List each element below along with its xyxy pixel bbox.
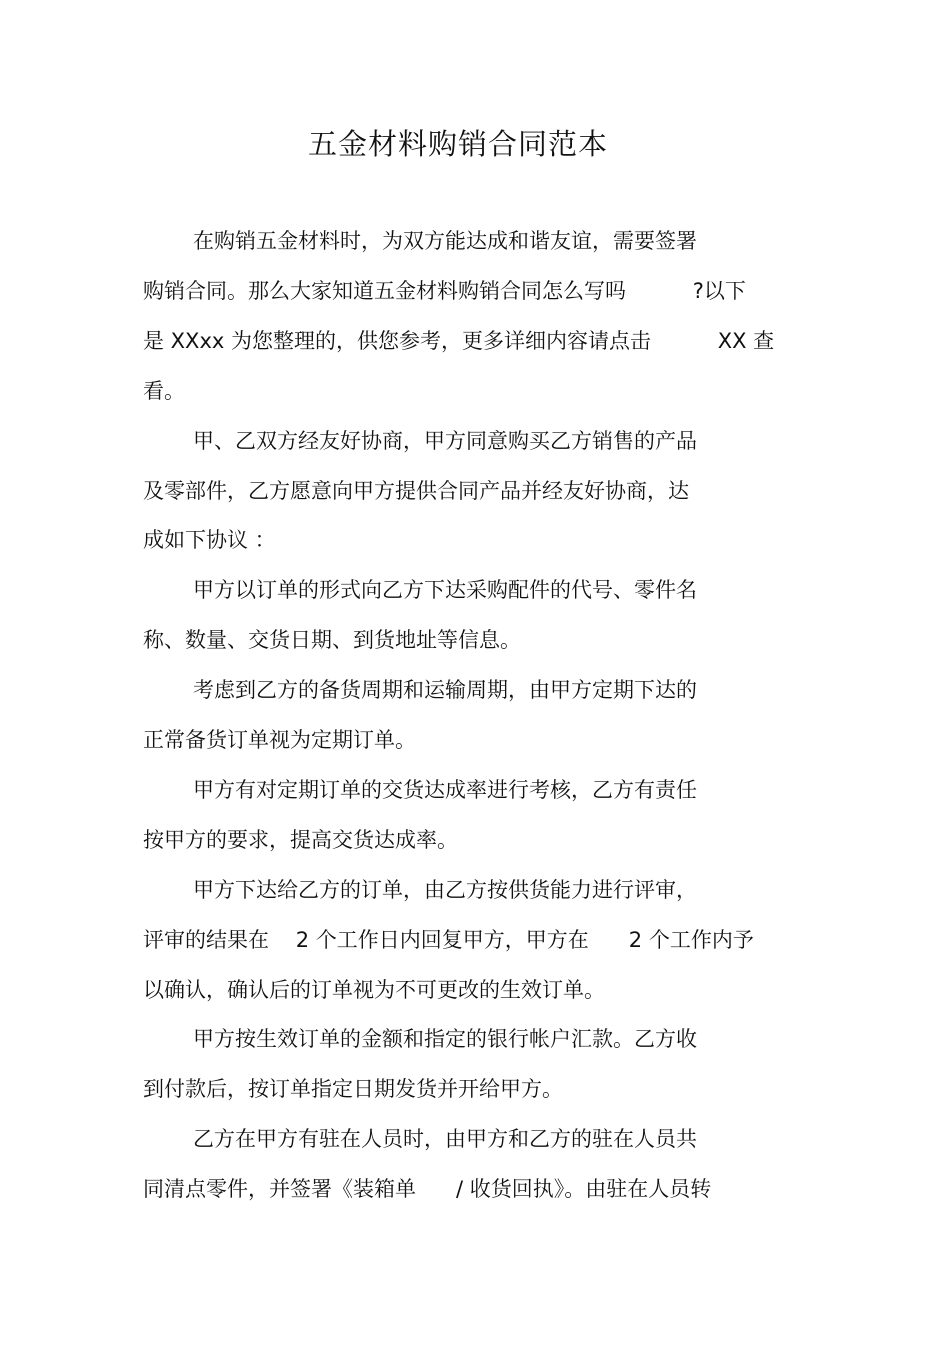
paragraph-line: 乙方在甲方有驻在人员时，由甲方和乙方的驻在人员共 — [193, 1127, 697, 1151]
paragraph-line: 甲、乙双方经友好协商，甲方同意购买乙方销售的产品 — [193, 429, 697, 453]
paragraph-line: 看。 — [143, 379, 185, 403]
paragraph-line: 甲方下达给乙方的订单，由乙方按供货能力进行评审， — [193, 878, 697, 902]
paragraph-line: 同清点零件，并签署《装箱单 / 收货回执》。由驻在人员转 — [143, 1177, 712, 1201]
paragraph-line: 正常备货订单视为定期订单。 — [143, 728, 416, 752]
paragraph-line: 甲方以订单的形式向乙方下达采购配件的代号、零件名 — [193, 578, 697, 602]
paragraph-line: 以确认，确认后的订单视为不可更改的生效订单。 — [143, 978, 605, 1002]
paragraph-line: 甲方按生效订单的金额和指定的银行帐户汇款。乙方收 — [193, 1027, 697, 1051]
paragraph-line: 评审的结果在 2 个工作日内回复甲方，甲方在 2 个工作内予 — [143, 928, 754, 952]
paragraph-line: 及零部件，乙方愿意向甲方提供合同产品并经友好协商，达 — [143, 479, 689, 503]
paragraph-line: 考虑到乙方的备货周期和运输周期，由甲方定期下达的 — [193, 678, 697, 702]
paragraph-line: 称、数量、交货日期、到货地址等信息。 — [143, 628, 521, 652]
paragraph-line: 成如下协议 ： — [143, 528, 276, 552]
paragraph-line: 购销合同。那么大家知道五金材料购销合同怎么写吗 ?以下 — [143, 279, 746, 303]
paragraph-line: 到付款后，按订单指定日期发货并开给甲方。 — [143, 1077, 563, 1101]
paragraph-line: 是 XXxx 为您整理的，供您参考，更多详细内容请点击 XX 查 — [143, 329, 775, 353]
paragraph-line: 在购销五金材料时，为双方能达成和谐友谊，需要签署 — [193, 229, 697, 253]
paragraph-line: 按甲方的要求，提高交货达成率。 — [143, 828, 458, 852]
paragraph-line: 甲方有对定期订单的交货达成率进行考核，乙方有责任 — [193, 778, 697, 802]
document-title: 五金材料购销合同范本 — [307, 127, 608, 161]
